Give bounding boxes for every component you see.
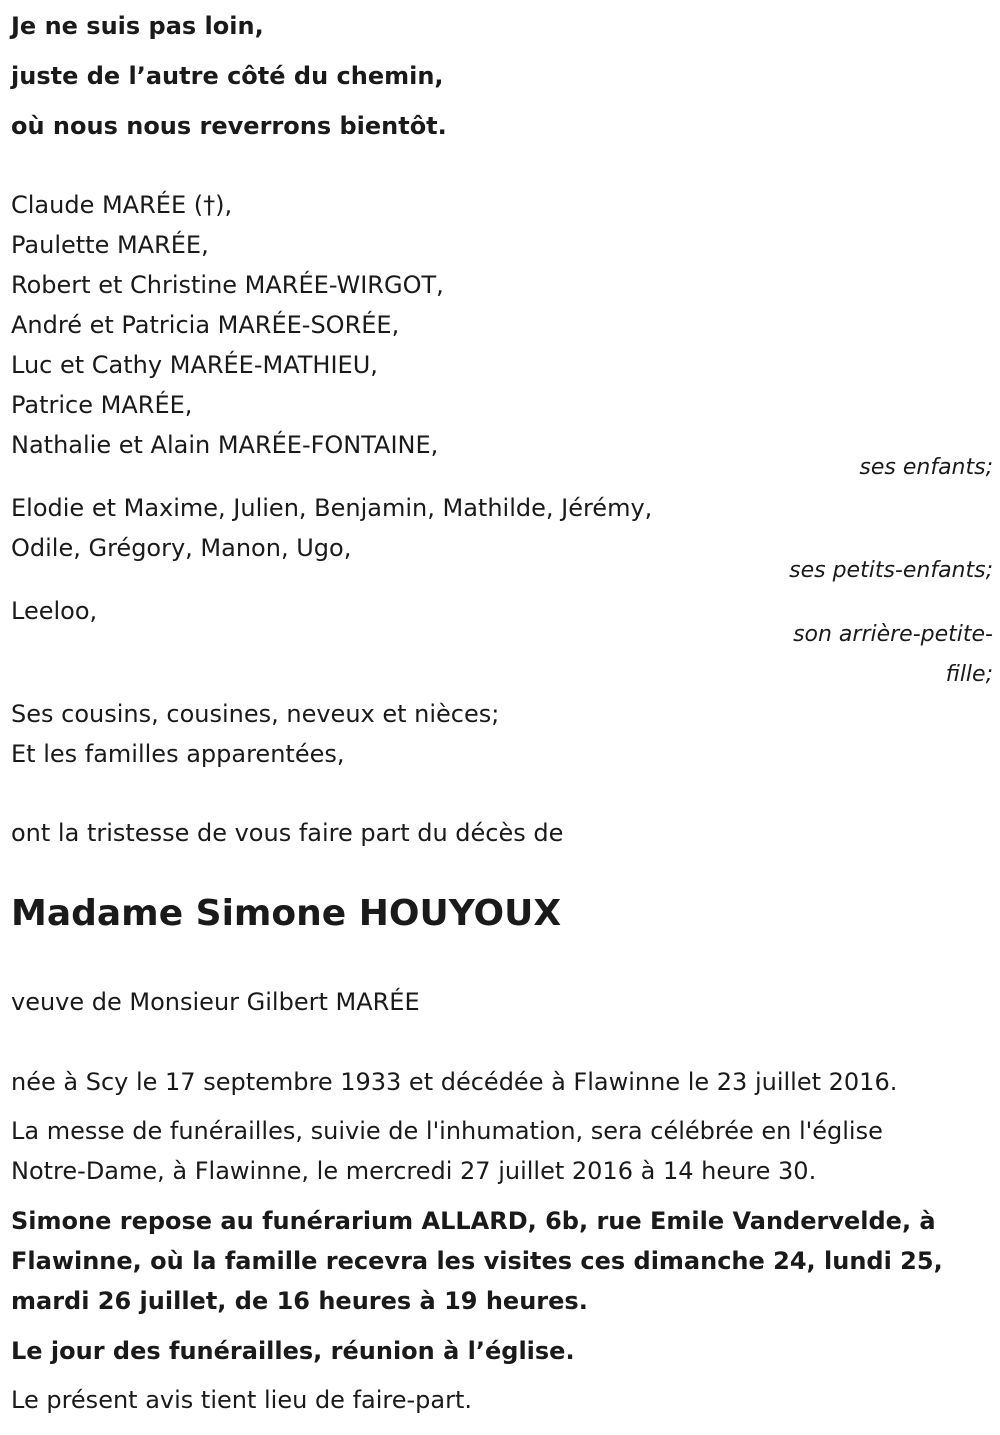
- child-name: Patrice MARÉE,: [11, 391, 193, 419]
- child-name: Paulette MARÉE,: [11, 231, 209, 259]
- grandchildren-line-2: Odile, Grégory, Manon, Ugo,: [11, 534, 352, 562]
- child-name: Luc et Cathy MARÉE-MATHIEU,: [11, 351, 378, 379]
- poem-line-2: juste de l’autre côté du chemin,: [11, 62, 444, 90]
- great-grandchild-name: Leeloo,: [11, 597, 98, 625]
- visit-line-1: Simone repose au funérarium ALLARD, 6b, rue Emile Vandervelde, à: [11, 1207, 936, 1235]
- obituary-notice: [11, 0, 993, 1435]
- child-name: Nathalie et Alain MARÉE-FONTAINE,: [11, 431, 439, 459]
- visit-line-3: mardi 26 juillet, de 16 heures à 19 heures.: [11, 1287, 588, 1315]
- grandchildren-role: ses petits-enfants;: [789, 558, 993, 583]
- visit-line-2: Flawinne, où la famille recevra les visites ces dimanche 24, lundi 25,: [11, 1247, 943, 1275]
- notice-line: Le présent avis tient lieu de faire-part.: [11, 1386, 473, 1414]
- children-role: ses enfants;: [859, 455, 993, 480]
- great-grandchild-role-line-2: fille;: [945, 662, 993, 687]
- child-name: Robert et Christine MARÉE-WIRGOT,: [11, 271, 444, 299]
- announcement-text: ont la tristesse de vous faire part du décès de: [11, 819, 564, 847]
- poem-line-1: Je ne suis pas loin,: [11, 12, 264, 40]
- mass-line-2: Notre-Dame, à Flawinne, le mercredi 27 juillet 2016 à 14 heure 30.: [11, 1157, 817, 1185]
- poem-line-3: où nous nous reverrons bientôt.: [11, 112, 447, 140]
- spouse-line: veuve de Monsieur Gilbert MARÉE: [11, 988, 420, 1016]
- child-name: Claude MARÉE (†),: [11, 191, 233, 219]
- deceased-name: Madame Simone HOUYOUX: [11, 893, 562, 934]
- relatives-line-2: Et les familles apparentées,: [11, 740, 345, 768]
- great-grandchild-role-line-1: son arrière-petite-: [793, 622, 993, 647]
- grandchildren-line-1: Elodie et Maxime, Julien, Benjamin, Mathilde, Jérémy,: [11, 494, 653, 522]
- birth-death-line: née à Scy le 17 septembre 1933 et décédée à Flawinne le 23 juillet 2016.: [11, 1068, 898, 1096]
- child-name: André et Patricia MARÉE-SORÉE,: [11, 311, 400, 339]
- relatives-line-1: Ses cousins, cousines, neveux et nièces;: [11, 700, 500, 728]
- mass-line-1: La messe de funérailles, suivie de l'inhumation, sera célébrée en l'église: [11, 1117, 883, 1145]
- meeting-line: Le jour des funérailles, réunion à l’église.: [11, 1337, 575, 1365]
